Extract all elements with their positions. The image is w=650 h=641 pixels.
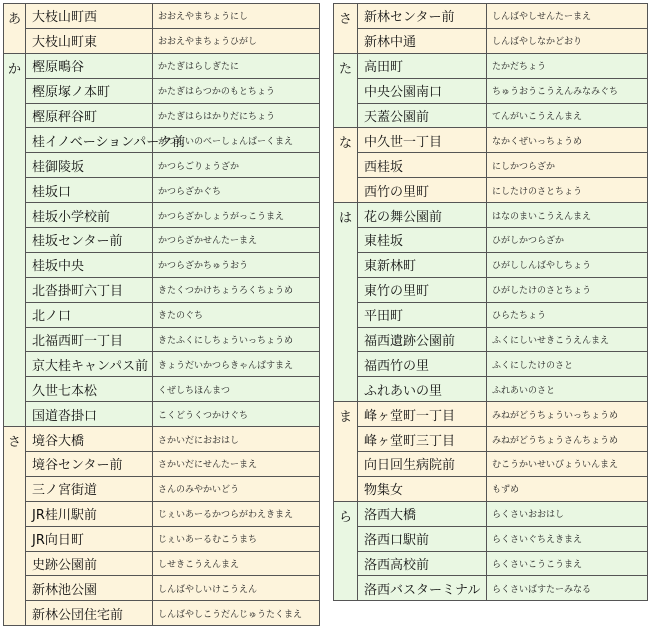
stop-row (334, 452, 648, 477)
stop-row (334, 53, 648, 78)
stop-reading: きたくつかけちょうろくちょうめ (153, 277, 320, 302)
stop-name: 中央公園南口 (358, 78, 487, 103)
stop-name: 福西竹の里 (358, 352, 487, 377)
stop-row (334, 228, 648, 253)
stop-reading: おおえやまちょうひがし (153, 28, 320, 53)
stop-row (4, 4, 320, 29)
stop-name: 新林公団住宅前 (26, 601, 153, 626)
stop-reading: ひがししんばやしちょう (487, 252, 648, 277)
stop-reading: むこうかいせいびょういんまえ (487, 452, 648, 477)
stop-name: 桂坂センター前 (26, 228, 153, 253)
stop-row (334, 4, 648, 29)
stop-row (4, 78, 320, 103)
stop-reading: らくさいばすたーみなる (487, 576, 648, 601)
stop-row (4, 28, 320, 53)
stop-reading: しせきこうえんまえ (153, 551, 320, 576)
group-letter: か (4, 53, 26, 426)
stop-row (334, 576, 648, 601)
group-letter: た (334, 53, 358, 128)
stop-row (334, 302, 648, 327)
stop-name: 向日回生病院前 (358, 452, 487, 477)
stop-row (334, 103, 648, 128)
stop-reading: しんばやしこうだんじゅうたくまえ (153, 601, 320, 626)
stop-name: 中久世一丁目 (358, 128, 487, 153)
stop-row (4, 178, 320, 203)
stop-name: 樫原秤谷町 (26, 103, 153, 128)
stop-name: 北沓掛町六丁目 (26, 277, 153, 302)
stop-reading: きたふくにしちょういっちょうめ (153, 327, 320, 352)
stop-reading: らくさいぐちえきまえ (487, 526, 648, 551)
bus-stop-table-right (333, 3, 648, 601)
stop-reading: かつらざかぐち (153, 178, 320, 203)
group-letter: は (334, 203, 358, 402)
stop-row (4, 103, 320, 128)
stop-reading: かつらごりょうざか (153, 153, 320, 178)
stop-row (4, 252, 320, 277)
stop-reading: ちゅうおうこうえんみなみぐち (487, 78, 648, 103)
stop-row (4, 327, 320, 352)
stop-reading: しんばやしせんたーまえ (487, 4, 648, 29)
stop-row (4, 501, 320, 526)
stop-row (334, 526, 648, 551)
stop-name: 樫原塚ノ本町 (26, 78, 153, 103)
stop-row (4, 352, 320, 377)
stop-reading: なかくぜいっちょうめ (487, 128, 648, 153)
stop-name: 東桂坂 (358, 228, 487, 253)
stop-name: 境谷センター前 (26, 452, 153, 477)
table-left-body (4, 4, 320, 626)
stop-reading: かたぎはらつかのもとちょう (153, 78, 320, 103)
stop-row (4, 153, 320, 178)
stop-row (334, 252, 648, 277)
stop-name: 洛西バスターミナル (358, 576, 487, 601)
stop-reading: みねがどうちょうさんちょうめ (487, 427, 648, 452)
stop-row (334, 427, 648, 452)
stop-row (334, 277, 648, 302)
stop-row (334, 551, 648, 576)
stop-name: 新林池公園 (26, 576, 153, 601)
stop-reading: こくどうくつかけぐち (153, 402, 320, 427)
stop-row (334, 28, 648, 53)
stop-row (334, 377, 648, 402)
stop-reading: じぇいあーるむこうまち (153, 526, 320, 551)
stop-reading: かつらざかせんたーまえ (153, 228, 320, 253)
stop-reading: ふくにしいせきこうえんまえ (487, 327, 648, 352)
table-right-body (334, 4, 648, 601)
bus-stop-table-left (3, 3, 320, 626)
stop-reading: らくさいおおはし (487, 501, 648, 526)
stop-reading: おおえやまちょうにし (153, 4, 320, 29)
stop-name: 峰ヶ堂町一丁目 (358, 402, 487, 427)
stop-reading: くぜしちほんまつ (153, 377, 320, 402)
stop-reading: しんばやしなかどおり (487, 28, 648, 53)
stop-row (4, 452, 320, 477)
stop-name: 洛西高校前 (358, 551, 487, 576)
stop-name: 北福西町一丁目 (26, 327, 153, 352)
stop-row (4, 377, 320, 402)
stop-reading: にしかつらざか (487, 153, 648, 178)
stop-name: 大枝山町東 (26, 28, 153, 53)
stop-reading: らくさいこうこうまえ (487, 551, 648, 576)
stop-name: 平田町 (358, 302, 487, 327)
stop-reading: ふれあいのさと (487, 377, 648, 402)
stop-name: 峰ヶ堂町三丁目 (358, 427, 487, 452)
stop-name: 桂坂中央 (26, 252, 153, 277)
stop-name: 新林中通 (358, 28, 487, 53)
group-letter: さ (4, 427, 26, 626)
stop-row (4, 228, 320, 253)
stop-reading: さかいだにおおはし (153, 427, 320, 452)
stop-reading: もずめ (487, 476, 648, 501)
stop-reading: しんばやしいけこうえん (153, 576, 320, 601)
group-letter: あ (4, 4, 26, 54)
stop-name: 花の舞公園前 (358, 203, 487, 228)
stop-row (334, 128, 648, 153)
stop-row (334, 476, 648, 501)
stop-name: 西桂坂 (358, 153, 487, 178)
stop-row (4, 427, 320, 452)
stop-row (334, 178, 648, 203)
stop-row (4, 302, 320, 327)
stop-name: 桂坂小学校前 (26, 203, 153, 228)
stop-name: 天蓋公園前 (358, 103, 487, 128)
stop-name: 桂イノベーションパーク前 (26, 128, 153, 153)
stop-name: 三ノ宮街道 (26, 476, 153, 501)
stop-name: 大枝山町西 (26, 4, 153, 29)
stop-reading: ひがしかつらざか (487, 228, 648, 253)
stop-reading: みねがどうちょういっちょうめ (487, 402, 648, 427)
stop-name: 物集女 (358, 476, 487, 501)
stop-name: ふれあいの里 (358, 377, 487, 402)
stop-reading: ひらたちょう (487, 302, 648, 327)
group-letter: ら (334, 501, 358, 601)
stop-reading: きょうだいかつらきゃんぱすまえ (153, 352, 320, 377)
stop-row (4, 476, 320, 501)
stop-name: 桂坂口 (26, 178, 153, 203)
stop-name: 樫原鴫谷 (26, 53, 153, 78)
stop-reading: ひがしたけのさとちょう (487, 277, 648, 302)
stop-name: 久世七本松 (26, 377, 153, 402)
stop-row (4, 551, 320, 576)
stop-row (4, 402, 320, 427)
stop-name: 史跡公園前 (26, 551, 153, 576)
stop-name: JR桂川駅前 (26, 501, 153, 526)
stop-name: 北ノ口 (26, 302, 153, 327)
stop-reading: かつらいのべーしょんぱーくまえ (153, 128, 320, 153)
stop-row (4, 203, 320, 228)
stop-reading: かつらざかちゅうおう (153, 252, 320, 277)
stop-row (334, 402, 648, 427)
stop-row (334, 352, 648, 377)
stop-row (4, 576, 320, 601)
stop-name: JR向日町 (26, 526, 153, 551)
stop-name: 新林センター前 (358, 4, 487, 29)
group-letter: さ (334, 4, 358, 54)
stop-reading: かたぎはらしぎたに (153, 53, 320, 78)
stop-row (4, 128, 320, 153)
group-letter: な (334, 128, 358, 203)
stop-reading: きたのぐち (153, 302, 320, 327)
stop-row (334, 501, 648, 526)
stop-name: 東新林町 (358, 252, 487, 277)
stop-row (4, 53, 320, 78)
stop-row (4, 601, 320, 626)
stop-name: 西竹の里町 (358, 178, 487, 203)
stop-name: 洛西口駅前 (358, 526, 487, 551)
stop-reading: にしたけのさとちょう (487, 178, 648, 203)
stop-row (334, 78, 648, 103)
stop-name: 京大桂キャンパス前 (26, 352, 153, 377)
stop-name: 国道沓掛口 (26, 402, 153, 427)
stop-name: 桂御陵坂 (26, 153, 153, 178)
stop-name: 東竹の里町 (358, 277, 487, 302)
stop-reading: かたぎはらはかりだにちょう (153, 103, 320, 128)
stop-reading: ふくにしたけのさと (487, 352, 648, 377)
stop-name: 高田町 (358, 53, 487, 78)
stop-name: 境谷大橋 (26, 427, 153, 452)
stop-reading: じぇいあーるかつらがわえきまえ (153, 501, 320, 526)
stop-row (334, 327, 648, 352)
stop-row (4, 526, 320, 551)
stop-reading: かつらざかしょうがっこうまえ (153, 203, 320, 228)
stop-reading: さかいだにせんたーまえ (153, 452, 320, 477)
stop-reading: さんのみやかいどう (153, 476, 320, 501)
stop-name: 福西遺跡公園前 (358, 327, 487, 352)
stop-reading: はなのまいこうえんまえ (487, 203, 648, 228)
group-letter: ま (334, 402, 358, 502)
stop-name: 洛西大橋 (358, 501, 487, 526)
stop-row (334, 153, 648, 178)
stop-reading: てんがいこうえんまえ (487, 103, 648, 128)
stop-row (334, 203, 648, 228)
stop-row (4, 277, 320, 302)
stop-reading: たかだちょう (487, 53, 648, 78)
